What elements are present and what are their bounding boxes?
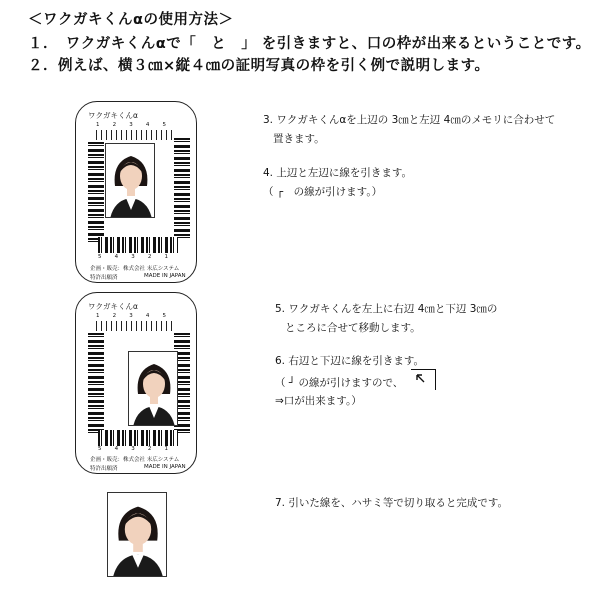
bottom-ruler-bars <box>98 237 178 253</box>
right-ruler-bars <box>174 138 190 238</box>
step-6-line-2: （ ┘ の線が引けますので、 <box>275 377 404 389</box>
step-5-line-1: 5. ワクガキくんを左上に右辺 4㎝と下辺 3㎝の <box>275 303 498 315</box>
id-photo-1 <box>105 143 155 218</box>
step-7: 7. 引いた線を、ハサミ等で切り取ると完成です。 <box>275 497 509 509</box>
top-scale-numbers: 1 2 3 4 5 <box>96 122 166 128</box>
card-made-in: MADE IN JAPAN <box>144 273 186 279</box>
card-maker: 企画・販売：株式会社 末広システム <box>90 457 180 463</box>
card-patent: 特許出願済 <box>90 275 118 281</box>
left-ruler-bars <box>88 333 104 433</box>
card-maker: 企画・販売：株式会社 末広システム <box>90 266 180 272</box>
bottom-scale-numbers: 5 4 3 2 1 <box>98 446 168 452</box>
instruction-line-1: １． ワクガキくんαで「 と 」 を引きますと、口の枠が出来るということです。 <box>28 36 591 52</box>
id-photo-2 <box>128 351 178 426</box>
card-title: ワクガキくんα <box>88 111 138 120</box>
step-5-line-2: ところに合せて移動します。 <box>285 322 421 334</box>
step-3-line-1: 3. ワクガキくんαを上辺の 3㎝と左辺 4㎝のメモリに合わせて <box>263 114 556 126</box>
top-ruler-ticks <box>96 321 176 331</box>
card-made-in: MADE IN JAPAN <box>144 464 186 470</box>
page-title: ＜ワクガキくんαの使用方法＞ <box>28 12 234 28</box>
top-scale-numbers: 1 2 3 4 5 <box>96 313 166 319</box>
step-4-line-1: 4. 上辺と左辺に線を引きます。 <box>263 167 413 179</box>
bottom-scale-numbers: 5 4 3 2 1 <box>98 254 168 260</box>
step-4-line-2: （ ┌ の線が引けます。） <box>263 186 383 198</box>
card-patent: 特許出願済 <box>90 466 118 472</box>
id-photo-final <box>107 492 167 577</box>
left-ruler-bars <box>88 142 104 242</box>
step-3-line-2: 置きます。 <box>273 133 325 145</box>
corner-bracket-icon <box>411 369 436 390</box>
instruction-line-2: ２．例えば、横３㎝×縦４㎝の証明写真の枠を引く例で説明します。 <box>28 58 490 74</box>
bottom-ruler-bars <box>98 430 178 446</box>
step-6-line-3: ⇒口が出来ます。） <box>275 395 362 407</box>
top-ruler-ticks <box>96 130 176 140</box>
step-6-line-1: 6. 右辺と下辺に線を引きます。 <box>275 355 425 367</box>
card-title: ワクガキくんα <box>88 302 138 311</box>
